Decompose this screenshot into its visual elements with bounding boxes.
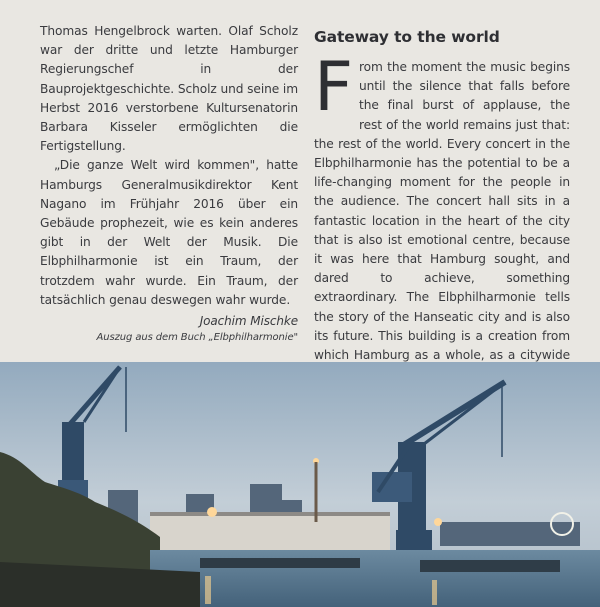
- harbour-photo: [0, 362, 600, 607]
- german-paragraph-2: „Die ganze Welt wird kommen", hatte Hamburgs Generalmusikdirektor Kent Nagano im Frühjahr 2016 über ein Gebäude prophezeit, wie es kein anderes gibt in der Welt der Musik. Die Elbphilharmonie ist ein Traum, der trotzdem wahr wurde. Ein Traum, der tatsächlich genau deswegen wahr wurde.: [40, 158, 298, 307]
- warehouse: [150, 514, 390, 550]
- author-name: Joachim Mischke: [199, 314, 298, 329]
- german-paragraph-1: Thomas Hengelbrock warten. Olaf Scholz war der dritte und letzte Hamburger Regierungschef in der Bauprojektgeschichte. Scholz und seine im Herbst 2016 verstorbene Kultursenatorin Barbara Kisseler ermöglichten die Fertigstellung.: [40, 24, 298, 154]
- drop-cap: F: [314, 48, 354, 127]
- german-text-column: [40, 22, 298, 346]
- english-body-text: rom the moment the music begins until the silence that falls before the final burst of applause, the rest of the world remains just that: the rest of the world. Every concert in the Elbphilharmonie has the potential to be a life-changing moment for the people in the audience. The concert hall sits in a fantastic location in the heart of the city that is also ist emotional centre, because it was here that Hamburg sought, and dared to achieve, something extraordinary. The Elbphilharmonie tells the story of the Hanseatic city and is also its future. This building is a creation from which Hamburg as a whole, as a citywide: [314, 60, 570, 363]
- section-heading: Gateway to the world: [314, 28, 500, 46]
- source-note: Auszug aus dem Buch „Elbphilharmonie": [96, 332, 298, 344]
